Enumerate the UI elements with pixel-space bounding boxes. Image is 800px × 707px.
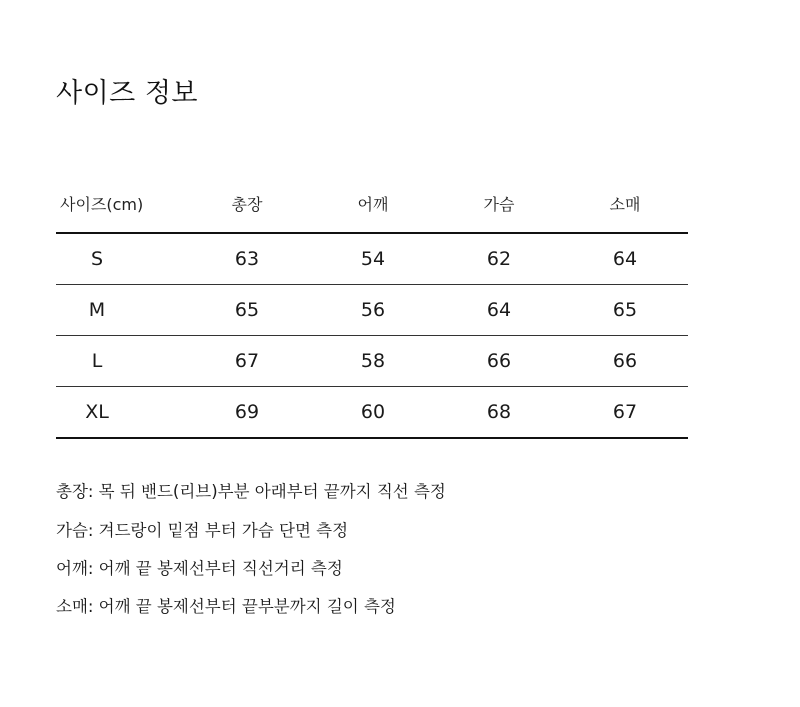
size-chart-table — [56, 180, 688, 439]
cell-shoulder-m: 56 — [360, 299, 386, 322]
measurement-notes — [56, 483, 744, 616]
cell-length-xl: 69 — [234, 401, 260, 424]
cell-size-s: S — [90, 248, 104, 271]
cell-sleeve-m: 65 — [612, 299, 638, 322]
cell-length-l: 67 — [234, 350, 260, 373]
cell-size-l: L — [91, 350, 103, 373]
table-row — [56, 387, 688, 439]
table-body — [56, 233, 688, 438]
cell-size-xl: XL — [85, 401, 109, 424]
table-header-row — [56, 180, 688, 233]
column-header-sleeve: 소매 — [609, 194, 641, 214]
column-header-length: 총장 — [231, 194, 263, 214]
column-header-chest: 가슴 — [483, 194, 515, 214]
cell-sleeve-s: 64 — [612, 248, 638, 271]
cell-chest-m: 64 — [486, 299, 512, 322]
note-shoulder: 어깨: 어깨 끝 봉제선부터 직선거리 측정 — [56, 558, 343, 578]
cell-shoulder-xl: 60 — [360, 401, 386, 424]
cell-chest-l: 66 — [486, 350, 512, 373]
cell-chest-s: 62 — [486, 248, 512, 271]
table-row — [56, 233, 688, 285]
cell-shoulder-s: 54 — [360, 248, 386, 271]
cell-sleeve-xl: 67 — [612, 401, 638, 424]
column-header-shoulder: 어깨 — [357, 194, 389, 214]
table-header — [56, 180, 688, 233]
cell-shoulder-l: 58 — [360, 350, 386, 373]
cell-size-m: M — [88, 299, 106, 322]
table-row — [56, 336, 688, 387]
note-total-length: 총장: 목 뒤 밴드(리브)부분 아래부터 끝까지 직선 측정 — [56, 482, 446, 502]
page-title: 사이즈 정보 — [56, 78, 198, 109]
table-row — [56, 285, 688, 336]
cell-chest-xl: 68 — [486, 401, 512, 424]
cell-sleeve-l: 66 — [612, 350, 638, 373]
note-chest: 가슴: 겨드랑이 밑점 부터 가슴 단면 측정 — [56, 520, 349, 540]
cell-length-s: 63 — [234, 248, 260, 271]
note-sleeve: 소매: 어깨 끝 봉제선부터 끝부분까지 길이 측정 — [56, 596, 396, 616]
column-header-size: 사이즈(cm) — [60, 194, 144, 214]
cell-length-m: 65 — [234, 299, 260, 322]
